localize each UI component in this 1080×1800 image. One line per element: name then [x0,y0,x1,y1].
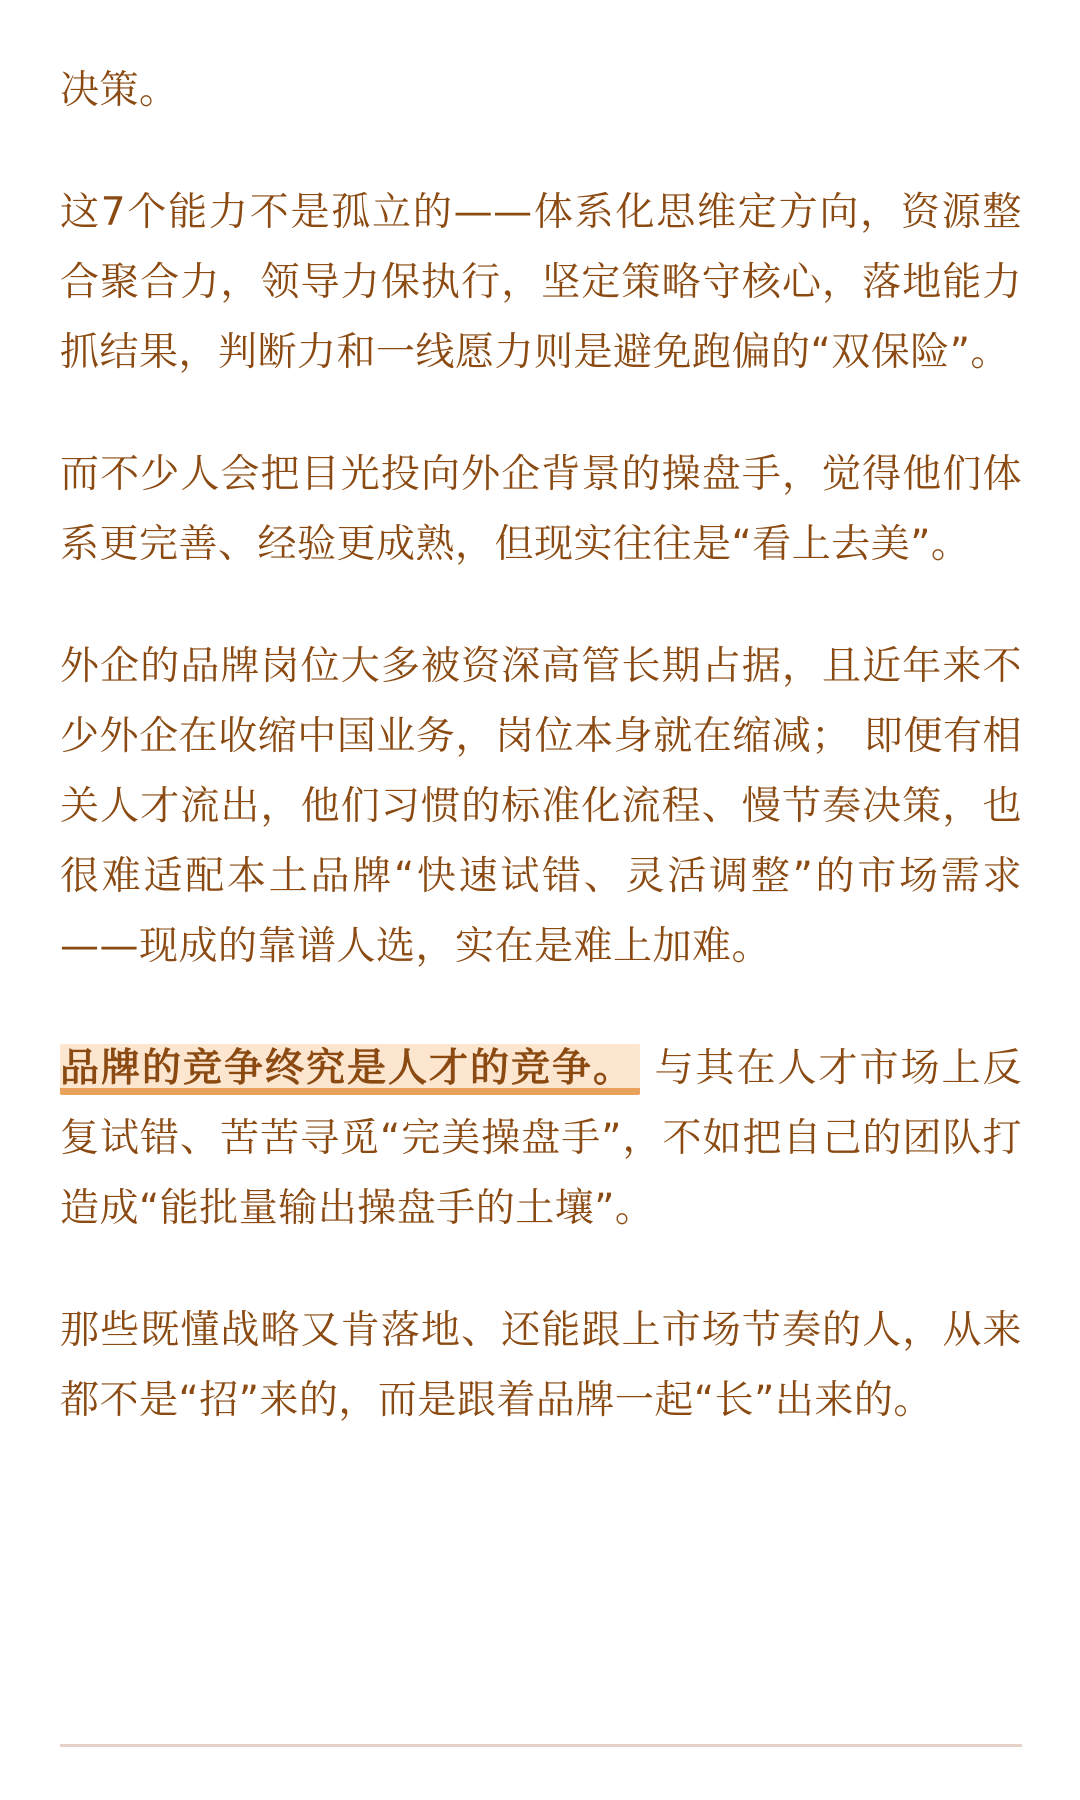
paragraph-5 [60,1034,1022,1244]
paragraph-3: 而不少人会把目光投向外企背景的操盘手，觉得他们体系更完善、经验更成熟，但现实往往是“看上去美”。 [60,452,1022,567]
highlighted-sentence: 品牌的竞争终究是人才的竞争。 [60,1044,640,1095]
paragraph-2: 这7个能力不是孤立的——体系化思维定方向，资源整合聚合力，领导力保执行，坚定策略守核心，落地能力抓结果，判断力和一线愿力则是避免跑偏的“双保险”。 [60,190,1022,375]
paragraph-1: 决策。 [60,68,179,113]
bottom-divider [60,1744,1022,1747]
article-body [60,56,1022,1488]
paragraph-5-text: 与其在人才市场上反复试错、苦苦寻觅“完美操盘手”，不如把自己的团队打造成“能批量输出操盘手的土壤”。 [60,1046,1022,1231]
paragraph-6: 那些既懂战略又肯落地、还能跟上市场节奏的人，从来都不是“招”来的，而是跟着品牌一起“长”出来的。 [60,1308,1022,1423]
paragraph-4: 外企的品牌岗位大多被资深高管长期占据，且近年来不少外企在收缩中国业务，岗位本身就在缩减； 即便有相关人才流出，他们习惯的标准化流程、慢节奏决策，也很难适配本土品牌“快速试错、灵活调整”的市场需求——现成的靠谱人选，实在是难上加难。 [60,644,1022,969]
